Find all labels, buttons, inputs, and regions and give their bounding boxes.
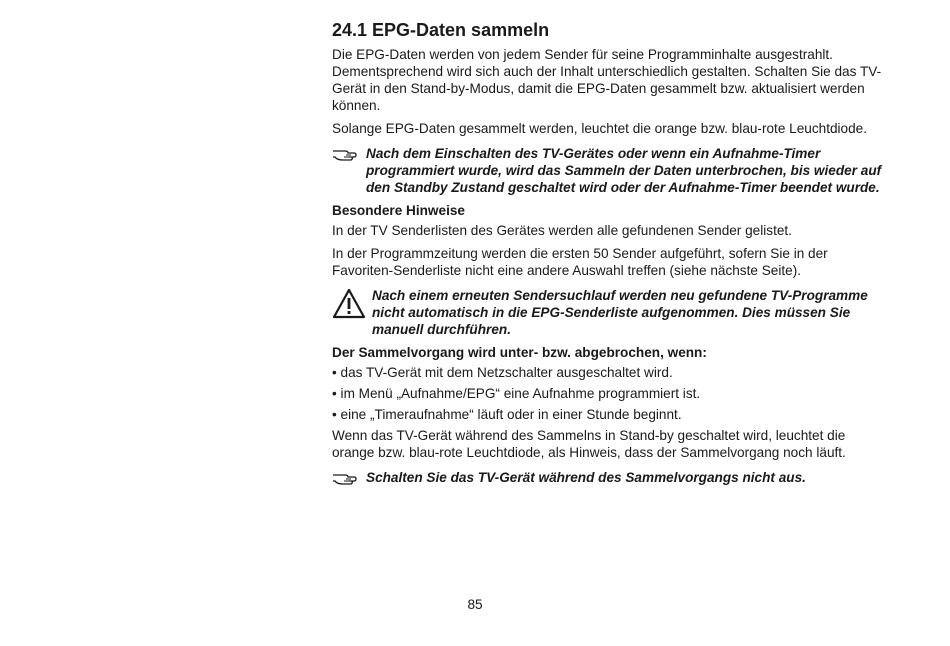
note-text: Nach dem Einschalten des TV-Gerätes oder wenn ein Aufnahme-Timer programmiert wurde, wird das Sammeln der Daten unterbrochen, bis wieder auf den Standby Zustand geschaltet wird oder der Aufnahme-Timer beendet wurde. <box>366 146 882 195</box>
note-text: Schalten Sie das TV-Gerät während des Sammelvorgangs nicht aus. <box>366 470 806 485</box>
list-item: • eine „Timeraufnahme“ läuft oder in einer Stunde beginnt. <box>332 406 887 423</box>
warning-text: Nach einem erneuten Sendersuchlauf werden neu gefundene TV-Programme nicht automatisch in die EPG-Senderliste aufgenommen. Dies müssen Sie manuell durchführen. <box>372 288 868 337</box>
page-number: 85 <box>467 597 483 612</box>
standby-paragraph: Wenn das TV-Gerät während des Sammelns in Stand-by geschaltet wird, leuchtet die orange bzw. blau-rote Leuchtdiode, als Hinweis, dass der Sammelvorgang noch läuft. <box>332 428 846 460</box>
abort-heading: Der Sammelvorgang wird unter- bzw. abgebrochen, wenn: <box>332 345 707 360</box>
intro-paragraph: Die EPG-Daten werden von jedem Sender für seine Programminhalte ausgestrahlt. Dementsprechend wird sich auch der Inhalt unterschiedlich gestalten. Schalten Sie das TV-Gerät in den Stand-by-Modus, damit die EPG-Daten gesammelt bzw. aktualisiert werden können. <box>332 47 882 113</box>
hint-paragraph: In der Programmzeitung werden die ersten 50 Sender aufgeführt, sofern Sie in der Favoriten-Senderliste nicht eine andere Auswahl treffen (siehe nächste Seite). <box>332 246 828 278</box>
pointing-hand-icon <box>332 145 366 166</box>
hints-heading: Besondere Hinweise <box>332 203 465 218</box>
warning-triangle-icon <box>332 287 372 325</box>
warning-box <box>332 287 887 338</box>
pointing-hand-icon <box>332 469 366 490</box>
list-item: • im Menü „Aufnahme/EPG“ eine Aufnahme programmiert ist. <box>332 385 887 402</box>
note-box <box>332 469 887 490</box>
led-paragraph: Solange EPG-Daten gesammelt werden, leuchtet die orange bzw. blau-rote Leuchtdiode. <box>332 121 868 136</box>
list-item: • das TV-Gerät mit dem Netzschalter ausgeschaltet wird. <box>332 364 887 381</box>
abort-list <box>332 364 887 423</box>
section-title: 24.1 EPG-Daten sammeln <box>332 20 550 40</box>
note-box <box>332 145 887 196</box>
page-content <box>332 18 887 496</box>
hint-paragraph: In der TV Senderlisten des Gerätes werden alle gefundenen Sender gelistet. <box>332 223 792 238</box>
